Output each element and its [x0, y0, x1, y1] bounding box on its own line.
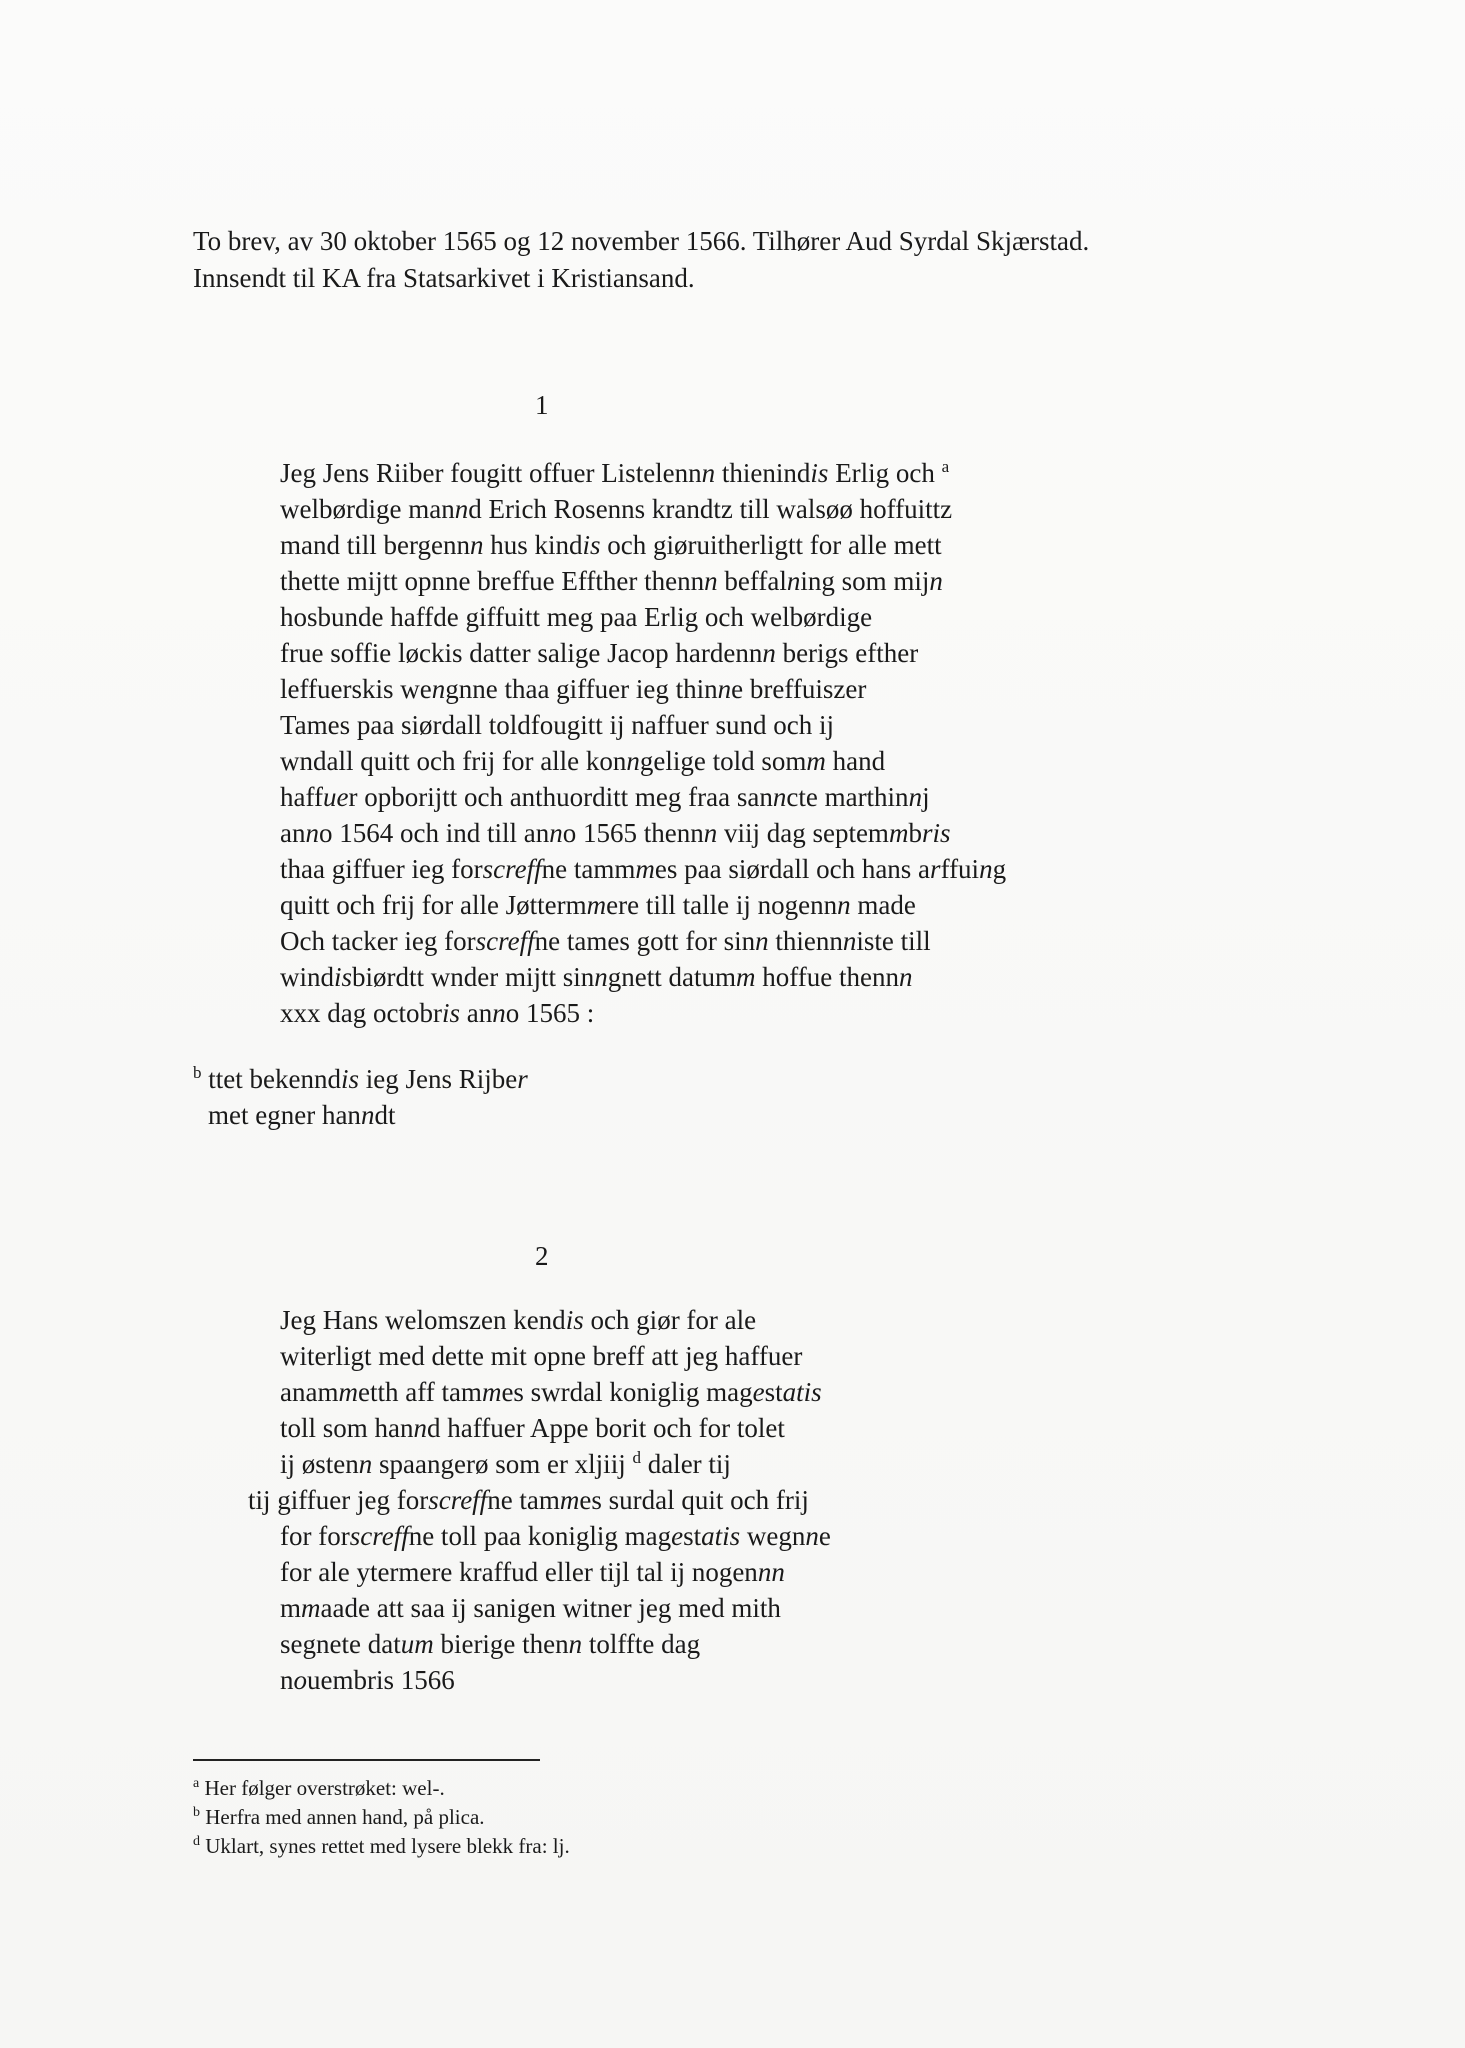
letter-line: wndall quitt och frij for alle konngelige told somm hand [280, 746, 886, 776]
letter-line: haffuer opborijtt och anthuorditt meg fraa sanncte marthinnj [280, 782, 930, 812]
letter-line: Jeg Jens Riiber fougitt offuer Listelennn thienindis Erlig och $^a$ [280, 457, 950, 488]
intro-paragraph [193, 223, 1089, 297]
footnote: $^b$ Herfra med annen hand, på plica. [193, 1805, 485, 1829]
footnote-divider [193, 1759, 540, 1761]
closing-line: $^b$ ttet bekenndis ieg Jens Rijber [193, 1063, 528, 1094]
letter-line: anno 1564 och ind till anno 1565 thennn viij dag septemmbris [280, 818, 951, 848]
letter-1-closing [193, 1061, 528, 1133]
letter-line: thaa giffuer ieg forscreffne tammmes paa siørdall och hans arffuing [280, 854, 1007, 884]
letter-line: windisbiørdtt wnder mijtt sinngnett datumm hoffue thennn [280, 962, 913, 992]
letter-line: mand till bergennn hus kindis och giøruitherligtt for alle mett [280, 530, 942, 560]
letter-line: Tames paa siørdall toldfougitt ij naffuer sund och ij [280, 710, 834, 740]
footnote: $^d$ Uklart, synes rettet med lysere blekk fra: lj. [193, 1834, 570, 1858]
letter-line: welbørdige mannd Erich Rosenns krandtz till walsøø hoffuittz [280, 494, 953, 524]
letter-number: 2 [535, 1241, 549, 1271]
letter-1-body [280, 455, 1006, 1031]
letter-line: frue soffie løckis datter salige Jacop hardennn berigs efther [280, 638, 919, 668]
letter-line: anammetth aff tammes swrdal koniglig magestatis [280, 1377, 822, 1407]
letter-line: leffuerskis wengnne thaa giffuer ieg thinne breffuiszer [280, 674, 867, 704]
footnotes [193, 1774, 570, 1861]
letter-line: hosbunde haffde giffuitt meg paa Erlig och welbørdige [280, 602, 873, 632]
intro-line: To brev, av 30 oktober 1565 og 12 november 1566. Tilhører Aud Syrdal Skjærstad. [193, 226, 1090, 256]
letter-number: 1 [535, 390, 549, 420]
letter-line: for ale ytermere kraffud eller tijl tal ij nogennn [280, 1557, 785, 1587]
intro-line: Innsendt til KA fra Statsarkivet i Kristiansand. [193, 263, 695, 293]
letter-line: ij østenn spaangerø som er xljiij $^d$ daler tij [280, 1448, 731, 1479]
letter-line: xxx dag octobris anno 1565 : [280, 998, 595, 1028]
letter-line: tij giffuer jeg forscreffne tammes surdal quit och frij [248, 1485, 809, 1515]
closing-line: met egner hanndt [208, 1100, 396, 1130]
letter-line: Och tacker ieg forscreffne tames gott for sinn thiennniste till [280, 926, 931, 956]
letter-line: for forscreffne toll paa koniglig magestatis wegnne [280, 1521, 831, 1551]
letter-2-body [248, 1302, 831, 1698]
letter-line: quitt och frij for alle Jøttermmere till talle ij nogennn made [280, 890, 916, 920]
letter-line: mmaade att saa ij sanigen witner jeg med mith [280, 1593, 781, 1623]
footnote: $^a$ Her følger overstrøket: wel-. [193, 1776, 445, 1800]
letter-line: witerligt med dette mit opne breff att jeg haffuer [280, 1341, 803, 1371]
letter-line: toll som hannd haffuer Appe borit och for tolet [280, 1413, 785, 1443]
letter-line: thette mijtt opnne breffue Effther thennn beffalning som mijn [280, 566, 943, 596]
letter-line: Jeg Hans welomszen kendis och giør for ale [280, 1305, 757, 1335]
letter-line: segnete datum bierige thenn tolffte dag [280, 1629, 701, 1659]
letter-line: nouembris 1566 [280, 1665, 455, 1695]
